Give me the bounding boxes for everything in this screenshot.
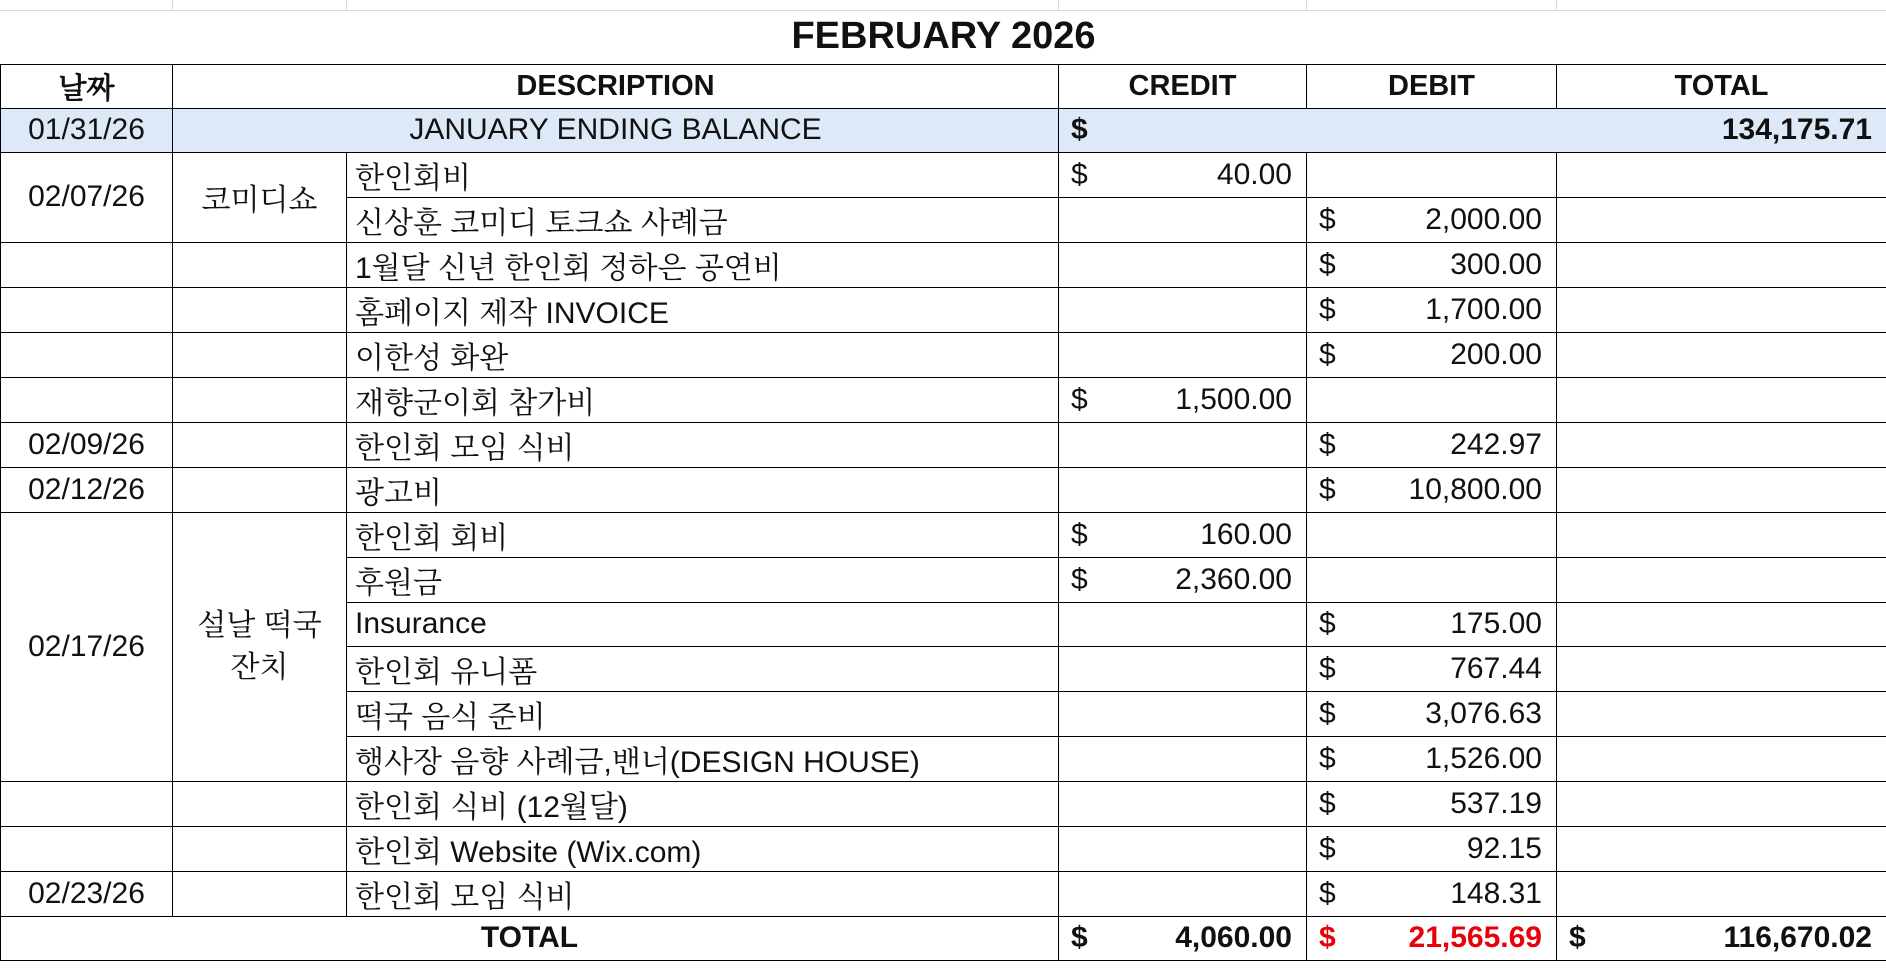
currency-symbol: $: [1071, 562, 1088, 596]
debit-cell[interactable]: [1307, 736, 1557, 781]
date-cell[interactable]: 02/23/26: [1, 871, 173, 916]
description-cell[interactable]: 1월달 신년 한인회 정하은 공연비: [347, 242, 1059, 287]
debit-cell[interactable]: [1307, 691, 1557, 736]
debit-cell[interactable]: [1307, 602, 1557, 646]
debit-cell-amount: 1,700.00: [1425, 292, 1542, 326]
currency-symbol: $: [1319, 472, 1336, 506]
event-cell[interactable]: 코미디쇼: [173, 152, 347, 242]
currency-symbol: $: [1319, 337, 1336, 371]
table-row: [1, 781, 1886, 826]
credit-cell[interactable]: [1059, 512, 1307, 557]
credit-cell[interactable]: [1059, 602, 1307, 646]
currency-symbol: $: [1319, 831, 1336, 865]
description-cell[interactable]: 이한성 화완: [347, 332, 1059, 377]
table-row: [1, 512, 1886, 557]
description-cell[interactable]: 광고비: [347, 467, 1059, 512]
title-row: [1, 10, 1886, 64]
table-row: [1, 467, 1886, 512]
description-cell[interactable]: 한인회 식비 (12월달): [347, 781, 1059, 826]
date-cell[interactable]: [1, 287, 173, 332]
date-cell[interactable]: [1, 332, 173, 377]
opening-total-cell[interactable]: [1059, 108, 1886, 152]
date-cell[interactable]: 02/09/26: [1, 422, 173, 467]
description-cell[interactable]: 한인회 모임 식비: [347, 871, 1059, 916]
description-cell[interactable]: 홈페이지 제작 INVOICE: [347, 287, 1059, 332]
currency-symbol: $: [1319, 741, 1336, 775]
total-cell[interactable]: [1557, 871, 1886, 916]
description-cell[interactable]: 한인회 모임 식비: [347, 422, 1059, 467]
credit-cell-amount: 40.00: [1216, 157, 1292, 191]
currency-symbol: $: [1319, 247, 1336, 281]
header-debit[interactable]: DEBIT: [1307, 64, 1557, 108]
event-cell[interactable]: [173, 512, 347, 781]
debit-cell[interactable]: [1307, 646, 1557, 691]
total-debit[interactable]: [1307, 916, 1557, 960]
total-cell[interactable]: [1557, 781, 1886, 826]
total-cell[interactable]: [1557, 197, 1886, 242]
total-cell[interactable]: [1557, 152, 1886, 197]
header-date[interactable]: 날짜: [1, 64, 173, 108]
currency-symbol: $: [1319, 607, 1336, 640]
debit-cell-amount: 537.19: [1450, 786, 1542, 820]
credit-cell[interactable]: [1059, 152, 1307, 197]
description-cell[interactable]: 행사장 음향 사례금,밴너(DESIGN HOUSE): [347, 736, 1059, 781]
date-cell[interactable]: [1, 242, 173, 287]
debit-cell-amount: 2,000.00: [1425, 202, 1542, 236]
opening-description[interactable]: JANUARY ENDING BALANCE: [173, 108, 1059, 152]
debit-cell-amount: 3,076.63: [1425, 696, 1542, 730]
description-cell[interactable]: 한인회 회비: [347, 512, 1059, 557]
event-cell[interactable]: [173, 467, 347, 512]
total-cell[interactable]: [1557, 826, 1886, 871]
table-row: [1, 332, 1886, 377]
credit-cell[interactable]: [1059, 646, 1307, 691]
date-cell[interactable]: 02/12/26: [1, 467, 173, 512]
currency-symbol: $: [1319, 786, 1336, 820]
opening-total: 134,175.71: [1721, 113, 1872, 146]
table-row: [1, 422, 1886, 467]
table-row: [1, 377, 1886, 422]
total-cell[interactable]: [1557, 422, 1886, 467]
debit-cell[interactable]: [1307, 871, 1557, 916]
debit-cell[interactable]: [1307, 377, 1557, 422]
currency-symbol: $: [1071, 157, 1088, 191]
total-credit-amount: 4,060.00: [1175, 921, 1292, 954]
event-cell[interactable]: [173, 871, 347, 916]
credit-cell[interactable]: [1059, 332, 1307, 377]
total-cell[interactable]: [1557, 736, 1886, 781]
currency-symbol: $: [1319, 202, 1336, 236]
currency-symbol: $: [1071, 517, 1088, 551]
credit-cell[interactable]: [1059, 242, 1307, 287]
credit-cell[interactable]: [1059, 287, 1307, 332]
total-cell[interactable]: [1557, 467, 1886, 512]
event-cell[interactable]: [173, 332, 347, 377]
total-cell[interactable]: [1557, 332, 1886, 377]
credit-cell[interactable]: [1059, 871, 1307, 916]
total-cell[interactable]: [1557, 242, 1886, 287]
debit-cell-amount: 242.97: [1450, 427, 1542, 461]
credit-cell[interactable]: [1059, 736, 1307, 781]
currency-symbol: $: [1319, 921, 1336, 954]
event-cell[interactable]: [173, 781, 347, 826]
table-row: [1, 826, 1886, 871]
credit-cell[interactable]: [1059, 197, 1307, 242]
opening-balance-row: [1, 108, 1886, 152]
credit-cell[interactable]: [1059, 691, 1307, 736]
currency-symbol: $: [1071, 382, 1088, 416]
debit-cell[interactable]: [1307, 826, 1557, 871]
table-row: [1, 152, 1886, 197]
ledger-table: [0, 10, 1886, 961]
header-row: [1, 64, 1886, 108]
debit-cell[interactable]: [1307, 557, 1557, 602]
total-cell[interactable]: [1557, 512, 1886, 557]
date-cell[interactable]: 02/07/26: [1, 152, 173, 242]
currency-symbol: $: [1319, 876, 1336, 910]
debit-cell[interactable]: [1307, 781, 1557, 826]
description-cell[interactable]: 한인회비: [347, 152, 1059, 197]
debit-cell[interactable]: [1307, 512, 1557, 557]
description-cell[interactable]: Insurance: [347, 602, 1059, 646]
opening-date[interactable]: 01/31/26: [1, 108, 173, 152]
debit-cell-amount: 10,800.00: [1408, 472, 1542, 506]
total-cell[interactable]: [1557, 377, 1886, 422]
credit-cell-amount: 2,360.00: [1175, 562, 1292, 596]
total-cell[interactable]: [1557, 602, 1886, 646]
event-cell[interactable]: [173, 377, 347, 422]
description-cell[interactable]: 떡국 음식 준비: [347, 691, 1059, 736]
grand-total-amount: 116,670.02: [1723, 921, 1872, 954]
debit-cell[interactable]: [1307, 287, 1557, 332]
description-cell[interactable]: 한인회 유니폼: [347, 646, 1059, 691]
debit-cell-amount: 1,526.00: [1425, 741, 1542, 775]
header-total[interactable]: TOTAL: [1557, 64, 1886, 108]
credit-cell[interactable]: [1059, 467, 1307, 512]
currency-symbol: $: [1319, 696, 1336, 730]
description-cell[interactable]: 한인회 Website (Wix.com): [347, 826, 1059, 871]
debit-cell-amount: 300.00: [1450, 247, 1542, 281]
currency-symbol: $: [1569, 921, 1586, 954]
description-cell[interactable]: 재향군이회 참가비: [347, 377, 1059, 422]
date-cell[interactable]: [1, 826, 173, 871]
currency-symbol: $: [1071, 113, 1088, 146]
debit-cell[interactable]: [1307, 242, 1557, 287]
event-cell[interactable]: [173, 287, 347, 332]
grand-total[interactable]: [1557, 916, 1886, 960]
event-cell[interactable]: [173, 422, 347, 467]
debit-cell[interactable]: [1307, 152, 1557, 197]
currency-symbol: $: [1319, 292, 1336, 326]
total-cell[interactable]: [1557, 287, 1886, 332]
sheet-title[interactable]: FEBRUARY 2026: [791, 15, 1096, 58]
total-cell[interactable]: [1557, 646, 1886, 691]
credit-cell[interactable]: [1059, 557, 1307, 602]
credit-cell[interactable]: [1059, 781, 1307, 826]
table-row: [1, 871, 1886, 916]
table-row: [1, 287, 1886, 332]
currency-symbol: $: [1319, 427, 1336, 461]
debit-cell-amount: 200.00: [1450, 337, 1542, 371]
credit-cell[interactable]: [1059, 377, 1307, 422]
total-credit[interactable]: [1059, 916, 1307, 960]
debit-cell[interactable]: [1307, 197, 1557, 242]
currency-symbol: $: [1319, 651, 1336, 685]
debit-cell[interactable]: [1307, 332, 1557, 377]
event-cell[interactable]: [173, 242, 347, 287]
debit-cell-amount: 148.31: [1450, 876, 1542, 910]
debit-cell-amount: 175.00: [1450, 607, 1542, 640]
header-credit[interactable]: CREDIT: [1059, 64, 1307, 108]
description-cell[interactable]: 신상훈 코미디 토크쇼 사례금: [347, 197, 1059, 242]
description-cell[interactable]: 후원금: [347, 557, 1059, 602]
credit-cell[interactable]: [1059, 422, 1307, 467]
credit-cell-amount: 1,500.00: [1175, 382, 1292, 416]
event-cell[interactable]: [173, 826, 347, 871]
header-description[interactable]: DESCRIPTION: [173, 64, 1059, 108]
debit-cell-amount: 92.15: [1466, 831, 1542, 865]
total-cell[interactable]: [1557, 691, 1886, 736]
event-label-line: 잔치: [230, 650, 289, 684]
credit-cell[interactable]: [1059, 826, 1307, 871]
totals-row: [1, 916, 1886, 960]
table-row: [1, 242, 1886, 287]
debit-cell[interactable]: [1307, 467, 1557, 512]
totals-label[interactable]: TOTAL: [1, 916, 1059, 960]
date-cell[interactable]: [1, 377, 173, 422]
credit-cell-amount: 160.00: [1200, 517, 1292, 551]
date-cell[interactable]: [1, 781, 173, 826]
total-cell[interactable]: [1557, 557, 1886, 602]
currency-symbol: $: [1071, 921, 1088, 954]
total-debit-amount: 21,565.69: [1408, 921, 1542, 954]
date-cell[interactable]: 02/17/26: [1, 512, 173, 781]
event-label-line: 설날 떡국: [197, 608, 322, 642]
debit-cell-amount: 767.44: [1450, 651, 1542, 685]
debit-cell[interactable]: [1307, 422, 1557, 467]
